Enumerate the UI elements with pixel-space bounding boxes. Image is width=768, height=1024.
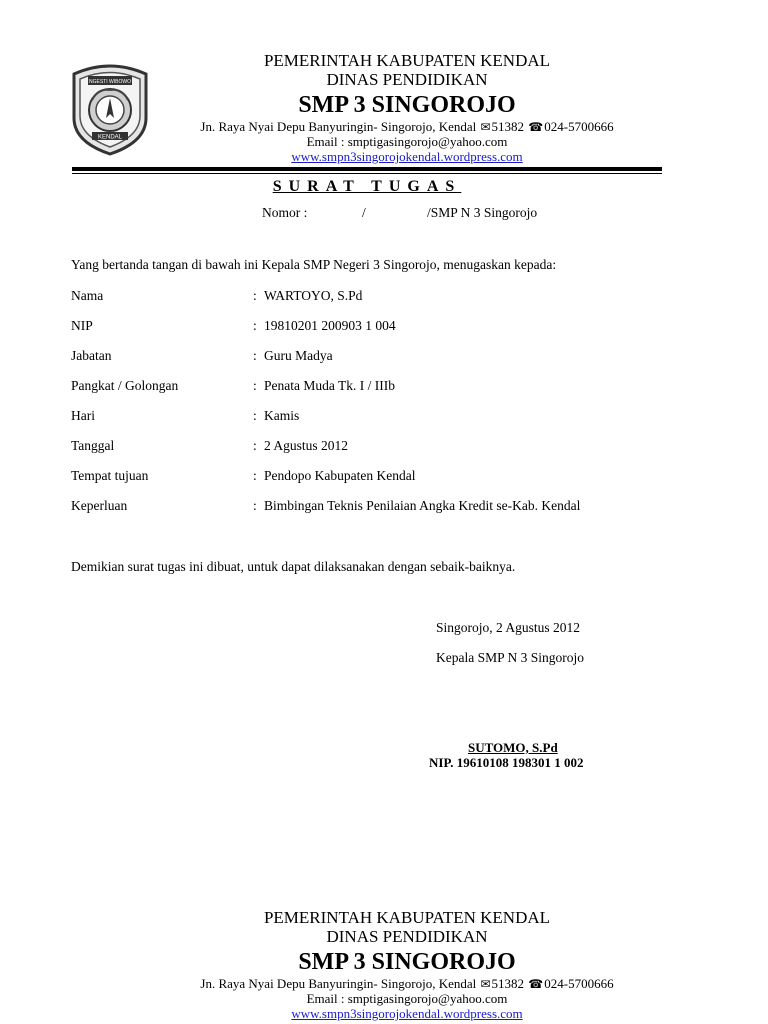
next-page-header-phone: 024-5700666: [544, 976, 614, 991]
field-label-hari: Hari: [71, 408, 95, 423]
field-colon: :: [253, 408, 257, 423]
header-divider-thin: [72, 173, 662, 174]
logo-top-text: NGESTI WIBOWO: [89, 79, 131, 85]
header-government: PEMERINTAH KABUPATEN KENDAL: [263, 51, 551, 70]
field-value-tempat: Pendopo Kabupaten Kendal: [264, 468, 416, 483]
letter-intro: Yang bertanda tangan di bawah ini Kepala SMP Negeri 3 Singorojo, menugaskan kepada:: [71, 257, 557, 272]
field-label-tempat: Tempat tujuan: [71, 468, 149, 483]
letter-closing: Demikian surat tugas ini dibuat, untuk dapat dilaksanakan dengan sebaik-baiknya.: [71, 559, 516, 574]
envelope-icon: ✉: [480, 120, 491, 134]
field-value-jabatan: Guru Madya: [264, 348, 333, 363]
field-value-tanggal: 2 Agustus 2012: [264, 438, 349, 453]
header-department: DINAS PENDIDIKAN: [326, 70, 488, 89]
header-postal-code: 51382: [491, 119, 525, 134]
envelope-icon: ✉: [480, 977, 491, 991]
header-address-line: [160, 119, 654, 135]
letter-title: SURAT TUGAS: [272, 178, 462, 195]
letter-number-suffix: /SMP N 3 Singorojo: [427, 205, 538, 220]
field-label-nama: Nama: [71, 288, 104, 303]
field-label-pangkat: Pangkat / Golongan: [71, 378, 179, 393]
next-page-header-address-line: [160, 976, 654, 992]
field-label-jabatan: Jabatan: [71, 348, 112, 363]
letter-number-separator: /: [362, 205, 366, 220]
header-phone: 024-5700666: [544, 119, 614, 134]
field-value-nip: 19810201 200903 1 004: [264, 318, 396, 333]
next-page-header-address: Jn. Raya Nyai Depu Banyuringin- Singorojo, Kendal: [200, 976, 477, 991]
field-colon: :: [253, 438, 257, 453]
field-colon: :: [253, 378, 257, 393]
letter-number-label: Nomor :: [262, 205, 308, 220]
field-value-nama: WARTOYO, S.Pd: [264, 288, 363, 303]
field-colon: :: [253, 468, 257, 483]
signature-place-date: Singorojo, 2 Agustus 2012: [436, 620, 581, 635]
next-page-header-school-name: SMP 3 SINGOROJO: [298, 949, 516, 975]
next-page-header-email: Email : smptigasingorojo@yahoo.com: [306, 991, 508, 1006]
field-colon: :: [253, 318, 257, 333]
field-value-keperluan: Bimbingan Teknis Penilaian Angka Kredit se-Kab. Kendal: [264, 498, 581, 513]
header-divider-thick: [72, 167, 662, 171]
field-label-nip: NIP: [71, 318, 93, 333]
field-value-hari: Kamis: [264, 408, 300, 423]
signer-nip: NIP. 19610108 198301 1 002: [429, 755, 584, 770]
field-value-pangkat: Penata Muda Tk. I / IIIb: [264, 378, 395, 393]
field-colon: :: [253, 348, 257, 363]
logo-bottom-text: KENDAL: [97, 134, 123, 141]
kendal-regency-logo: [68, 60, 152, 156]
phone-icon: ☎: [528, 977, 544, 991]
next-page-header-government: PEMERINTAH KABUPATEN KENDAL: [263, 908, 551, 927]
header-email: Email : smptigasingorojo@yahoo.com: [306, 134, 508, 149]
field-colon: :: [253, 288, 257, 303]
header-school-name: SMP 3 SINGOROJO: [298, 92, 516, 118]
header-website-link[interactable]: www.smpn3singorojokendal.wordpress.com: [291, 149, 523, 164]
signer-name: SUTOMO, S.Pd: [468, 740, 558, 755]
next-page-header-postal-code: 51382: [491, 976, 525, 991]
next-page-header-department: DINAS PENDIDIKAN: [326, 927, 488, 946]
next-page-header-website-link[interactable]: www.smpn3singorojokendal.wordpress.com: [291, 1006, 523, 1021]
signature-title: Kepala SMP N 3 Singorojo: [436, 650, 584, 665]
header-address: Jn. Raya Nyai Depu Banyuringin- Singorojo, Kendal: [200, 119, 477, 134]
field-colon: :: [253, 498, 257, 513]
field-label-tanggal: Tanggal: [71, 438, 115, 453]
field-label-keperluan: Keperluan: [71, 498, 128, 513]
phone-icon: ☎: [528, 120, 544, 134]
